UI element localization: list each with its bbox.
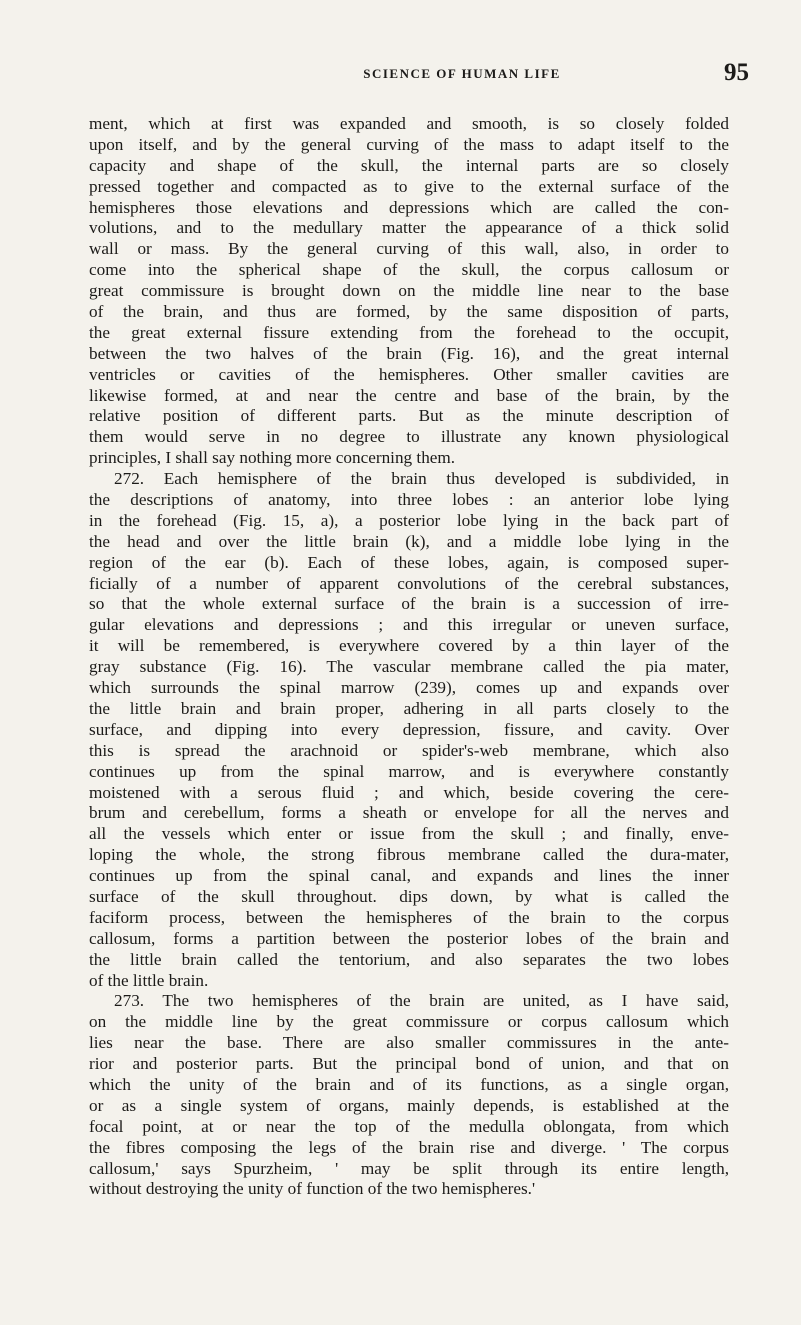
text-line: faciform process, between the hemispheres of the brain to the corpus <box>89 907 729 927</box>
paragraph-272-start: 272. Each hemisphere of the brain thus developed is subdivided, in <box>114 469 729 489</box>
text-line: so that the whole external surface of the brain is a succession of irre- <box>89 594 729 614</box>
text-line: ment, which at first was expanded and smooth, is so closely folded <box>89 114 729 133</box>
text-line: wall or mass. By the general curving of this wall, also, in order to <box>89 239 729 259</box>
text-line: focal point, at or near the top of the medulla oblongata, from which <box>89 1116 729 1136</box>
text-line: loping the whole, the strong fibrous membrane called the dura-mater, <box>89 845 729 865</box>
text-line: moistened with a serous fluid ; and which, beside covering the cere- <box>89 782 729 802</box>
text-line: them would serve in no degree to illustrate any known physiological <box>89 427 729 447</box>
text-line: without destroying the unity of function of the two hemispheres.' <box>89 1179 536 1199</box>
text-line: it will be remembered, is everywhere covered by a thin layer of the <box>89 636 729 656</box>
text-line: continues up from the spinal canal, and expands and lines the inner <box>89 866 729 886</box>
text-line: the fibres composing the legs of the brain rise and diverge. ' The corpus <box>89 1137 729 1157</box>
text-line: lies near the base. There are also smaller commissures in the ante- <box>89 1033 729 1053</box>
text-line: callosum, forms a partition between the posterior lobes of the brain and <box>89 928 729 948</box>
page-header <box>0 59 801 106</box>
text-line: gray substance (Fig. 16). The vascular membrane called the pia mater, <box>89 657 729 677</box>
text-line: ventricles or cavities of the hemispheres. Other smaller cavities are <box>89 364 729 384</box>
text-line: hemispheres those elevations and depressions which are called the con- <box>89 197 729 217</box>
text-line: volutions, and to the medullary matter the appearance of a thick solid <box>89 218 729 238</box>
text-line: surface, and dipping into every depression, fissure, and cavity. Over <box>89 719 729 739</box>
text-line: continues up from the spinal marrow, and is everywhere constantly <box>89 761 729 781</box>
text-line: the head and over the little brain (k), and a middle lobe lying in the <box>89 531 729 551</box>
text-line: of the brain, and thus are formed, by the same disposition of parts, <box>89 302 729 322</box>
text-line: ficially of a number of apparent convolutions of the cerebral substances, <box>89 573 729 593</box>
text-line: this is spread the arachnoid or spider's-web membrane, which also <box>89 740 729 760</box>
text-line: capacity and shape of the skull, the internal parts are so closely <box>89 155 729 175</box>
running-title: SCIENCE OF HUMAN LIFE <box>363 66 561 81</box>
text-line: between the two halves of the brain (Fig. 16), and the great internal <box>89 343 729 363</box>
text-line: region of the ear (b). Each of these lobes, again, is composed super- <box>89 552 729 572</box>
text-line: which the unity of the brain and of its functions, as a single organ, <box>89 1074 729 1094</box>
text-line: the little brain and brain proper, adhering in all parts closely to the <box>89 698 729 718</box>
text-line: rior and posterior parts. But the principal bond of union, and that on <box>89 1054 729 1074</box>
text-line: relative position of different parts. But as the minute description of <box>89 406 729 426</box>
text-line: all the vessels which enter or issue from the skull ; and finally, enve- <box>89 824 729 844</box>
text-line: brum and cerebellum, forms a sheath or envelope for all the nerves and <box>89 803 729 823</box>
paragraph-273-start: 273. The two hemispheres of the brain are united, as I have said, <box>114 991 729 1011</box>
text-line: the little brain called the tentorium, and also separates the two lobes <box>89 949 729 969</box>
body-text <box>89 114 729 1200</box>
text-line: upon itself, and by the general curving of the mass to adapt itself to the <box>89 134 729 154</box>
text-line: callosum,' says Spurzheim, ' may be split through its entire length, <box>89 1158 729 1178</box>
text-line: come into the spherical shape of the skull, the corpus callosum or <box>89 260 729 280</box>
text-line: or as a single system of organs, mainly depends, is established at the <box>89 1095 729 1115</box>
page-number: 95 <box>724 59 749 86</box>
text-line: principles, I shall say nothing more concerning them. <box>89 448 456 468</box>
text-line: great commissure is brought down on the middle line near to the base <box>89 281 729 301</box>
text-line: pressed together and compacted as to give to the external surface of the <box>89 176 729 196</box>
text-line: gular elevations and depressions ; and this irregular or uneven surface, <box>89 615 729 635</box>
text-line: which surrounds the spinal marrow (239), comes up and expands over <box>89 678 729 698</box>
text-line: of the little brain. <box>89 970 209 990</box>
text-line: on the middle line by the great commissure or corpus callosum which <box>89 1012 729 1032</box>
text-line: the great external fissure extending from the forehead to the occupit, <box>89 322 729 342</box>
text-line: surface of the skull throughout. dips down, by what is called the <box>89 886 729 906</box>
text-line: likewise formed, at and near the centre and base of the brain, by the <box>89 385 729 405</box>
text-line: the descriptions of anatomy, into three lobes : an anterior lobe lying <box>89 490 729 510</box>
text-line: in the forehead (Fig. 15, a), a posterior lobe lying in the back part of <box>89 510 729 530</box>
